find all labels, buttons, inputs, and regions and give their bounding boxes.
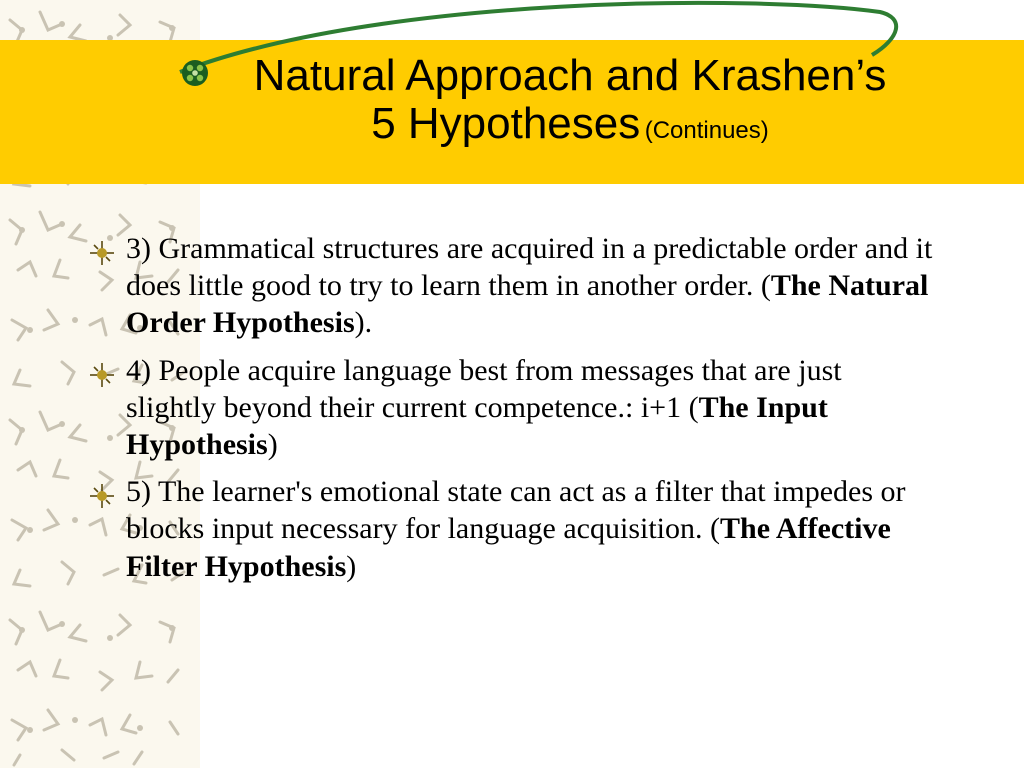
bullet-text-end: ).: [354, 306, 373, 340]
title-line2: 5 Hypotheses: [371, 98, 641, 148]
bullet-list: [88, 230, 938, 595]
bullet-item: [88, 352, 938, 464]
bullet-text: 4) People acquire language best from messages that are just slightly beyond their current competence.: i+1 (: [126, 353, 842, 424]
bullet-item: [88, 473, 938, 585]
hypothesis-name: The Input Hypothesis: [126, 390, 828, 461]
bullet-text: 3) Grammatical structures are acquired in a predictable order and it does little good to try to learn them in another order. (: [126, 232, 933, 303]
slide-title: [120, 52, 1020, 147]
title-subtitle: (Continues): [644, 116, 769, 144]
sparkle-bullet-icon: [88, 482, 116, 510]
bullet-item: [88, 230, 938, 342]
bullet-text-end: ): [346, 549, 357, 583]
title-main: Natural Approach and Krashen’s: [253, 51, 887, 100]
bullet-text: 5) The learner's emotional state can act as a filter that impedes or blocks input necessary for language acquisition. (: [126, 475, 906, 546]
bullet-text-end: ): [267, 427, 278, 461]
sparkle-bullet-icon: [88, 239, 116, 267]
sparkle-bullet-icon: [88, 361, 116, 389]
hypothesis-name: The Affective Filter Hypothesis: [126, 512, 891, 583]
hypothesis-name: The Natural Order Hypothesis: [126, 269, 929, 340]
